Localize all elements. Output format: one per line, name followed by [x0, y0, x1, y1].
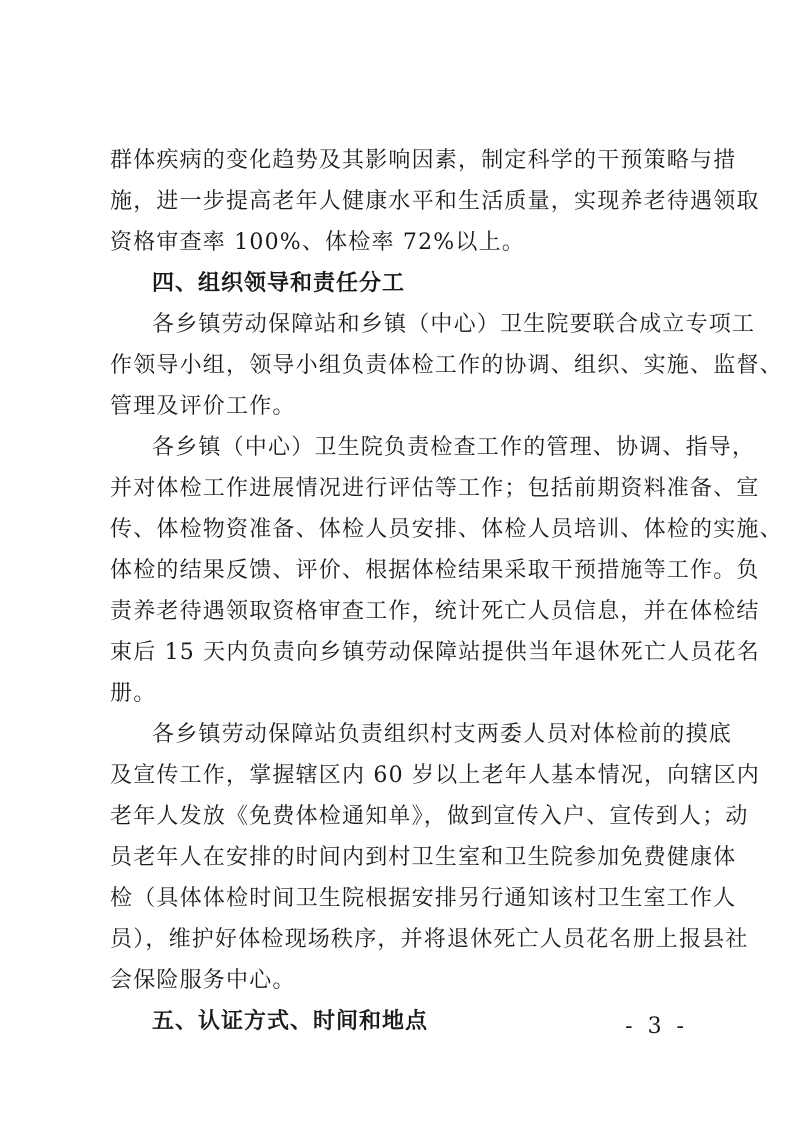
body-text-line: 册。 — [110, 681, 157, 706]
body-text-line: 各乡镇劳动保障站负责组织村支两委人员对体检前的摸底 — [152, 722, 733, 747]
body-text-line: 管理及评价工作。 — [110, 394, 296, 419]
body-text-line: 群体疾病的变化趋势及其影响因素，制定科学的干预策略与措 — [110, 148, 737, 173]
body-text-line: 作领导小组，领导小组负责体检工作的协调、组织、实施、监督、 — [110, 353, 783, 378]
body-text-line: 各乡镇（中心）卫生院负责检查工作的管理、协调、指导， — [152, 435, 756, 460]
body-text-line: 员），维护好体检现场秩序，并将退休死亡人员花名册上报县社 — [110, 927, 749, 952]
section-heading-4: 四、组织领导和责任分工 — [152, 271, 406, 296]
body-text-line: 员老年人在安排的时间内到村卫生室和卫生院参加免费健康体 — [110, 845, 737, 870]
body-text-line: 各乡镇劳动保障站和乡镇（中心）卫生院要联合成立专项工 — [152, 312, 756, 337]
body-text-line: 资格审查率 100%、体检率 72%以上。 — [110, 230, 525, 255]
section-heading-5: 五、认证方式、时间和地点 — [152, 1009, 429, 1034]
page-number: - 3 - — [625, 1014, 688, 1039]
body-text-line: 会保险服务中心。 — [110, 968, 296, 993]
body-text-line: 及宣传工作，掌握辖区内 60 岁以上老年人基本情况，向辖区内 — [110, 763, 760, 788]
body-text-line: 老年人发放《免费体检通知单》，做到宣传入户、宣传到人；动 — [110, 804, 749, 829]
body-text-line: 施，进一步提高老年人健康水平和生活质量，实现养老待遇领取 — [110, 189, 760, 214]
body-text-line: 并对体检工作进展情况进行评估等工作；包括前期资料准备、宣 — [110, 476, 760, 501]
body-text-line: 责养老待遇领取资格审查工作，统计死亡人员信息，并在体检结 — [110, 599, 760, 624]
body-text-line: 传、体检物资准备、体检人员安排、体检人员培训、体检的实施、 — [110, 517, 783, 542]
body-text-line: 束后 15 天内负责向乡镇劳动保障站提供当年退休死亡人员花名 — [110, 640, 760, 665]
body-text-line: 体检的结果反馈、评价、根据体检结果采取干预措施等工作。负 — [110, 558, 760, 583]
body-text-line: 检（具体体检时间卫生院根据安排另行通知该村卫生室工作人 — [110, 886, 737, 911]
